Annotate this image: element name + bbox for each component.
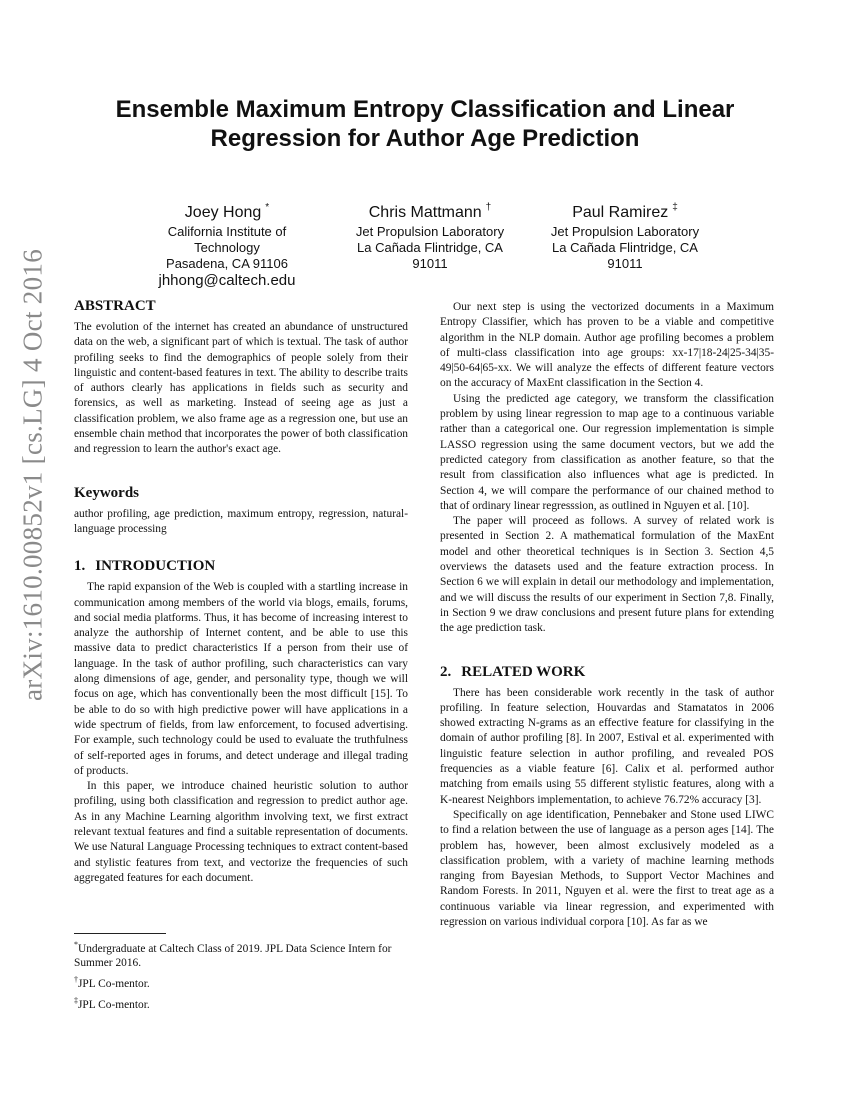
keywords-heading: Keywords (74, 484, 139, 501)
introduction-paragraph: In this paper, we introduce chained heuristic solution to author profiling, using both classification and regression to predict author age. As in any Machine Learning algorithm involving text, we first extract relevant textual features and find a suitable representation of documents. We use Natural Language Processing techniques to extract content-based and stylistic features from text, and vectorize the frequencies of such aggregated features for each document. (74, 780, 408, 884)
footnote-rule (74, 933, 166, 934)
section-title: RELATED WORK (461, 663, 586, 680)
section-title: INTRODUCTION (95, 558, 216, 575)
author-block (520, 198, 730, 272)
section-number: 2. (440, 663, 452, 680)
abstract-text: The evolution of the internet has created an abundance of unstructured data on the web, a significant part of which is textual. The task of author profiling seeks to find the demographics of people solely from their linguistic and content-based features in text. The ability to describe traits of authors clearly has applications in fields such as security and forensics, as well as marketing. Instead of seeing age as just a classification problem, we also frame age as a regression one, but use an ensemble chain method that incorporates the power of both classification and regression to learn the author's exact age. (74, 321, 408, 456)
author-name: Paul Ramirez (572, 204, 669, 221)
introduction-paragraph: The rapid expansion of the Web is coupled with a startling increase in communication among members of the world via blogs, emails, forums, and social media platforms. Thus, it has become of increasing interest to analyze the authorship of Internet content, and be able to use this massive data to predict characteristics If a person from their use of language. In the task of author profiling, such characteristics can vary along dimensions of age, gender, and personality type, though we will focus on age, which has conventionally been the most difficult [15]. To be able to do so with high predictive power will have applications in a wide spectrum of fields, from law enforcement, to focused advertising. For example, such technology could be used to evaluate the truthfulness of self-reported ages in forums, and detect underage and illegal trading of products. (74, 581, 408, 777)
footnote (74, 973, 408, 991)
author-affiliation-line: California Institute of (167, 224, 287, 239)
author-affiliation-line: La Cañada Flintridge, CA (552, 240, 698, 255)
related-work-heading (440, 663, 774, 681)
author-footnote-mark: ‡ (672, 202, 678, 213)
footnote (74, 938, 408, 970)
footnote (74, 994, 408, 1012)
footnote-mark: † (74, 975, 78, 984)
introduction-paragraph: The paper will proceed as follows. A survey of related work is presented in Section 2. A mathematical formulation of the MaxEnt model and other theoretical techniques is in Section 3. Section 4,5 overviews the datasets used and the feature extraction process. In Section 6 we will explain in detail our methodology and implementation, and we will discuss the results of our experiment in Section 7,8. Finally, in Section 9 we draw conclusions and present future plans for extending the age prediction task. (440, 515, 774, 635)
author-affiliation-line: La Cañada Flintridge, CA (357, 240, 503, 255)
author-affiliation-line: Jet Propulsion Laboratory (355, 224, 505, 239)
author-block (325, 198, 535, 272)
footnote-text: JPL Co-mentor. (78, 978, 150, 990)
section-number: 1. (74, 558, 86, 575)
related-work-paragraph: There has been considerable work recently in the task of author profiling. In feature selection, Houvardas and Stamatatos in 2006 showed extracting N-grams as an effective feature for classifying in the domain of author profiling [8]. In 2007, Estival et al. experimented with linguistic feature selection in author profiling, and revealed POS frequencies as a viable feature [6]. Calix et al. performed author matching from emails using 55 different stylistic features, along with a K-nearest Neighbors implementation, to achieve 76.72% accuracy [3]. (440, 686, 774, 806)
related-work-paragraph: Specifically on age identification, Pennebaker and Stone used LIWC to find a relation between the use of language as a person ages [14]. The problem has, however, been almost exclusively modeled as a classification problem, with a variety of machine learning methods ranging from Bayesian Methods, to Support Vector Machines and Random Forests. In 2011, Nguyen et al. were the first to treat age as a continuous variable via linear regression, and experimented with regression on various individual corpora [10]. As far as we (440, 808, 774, 928)
footnote-text: Undergraduate at Caltech Class of 2019. JPL Data Science Intern for Summer 2016. (74, 943, 392, 969)
paper-title: Ensemble Maximum Entropy Classification and Linear Regression for Author Age Prediction (115, 96, 735, 152)
introduction-paragraph: Using the predicted age category, we transform the classification problem by using linear regression to map age to a continuous variable rather than a categorical one. Our regression implementation is simple LASSO regression using the same document vectors, but we add the predicted category from classification as another feature, so that the result from classification also influences what age is predicted. In Section 4, we will compare the performance of our chained method to that of ordinary linear regresssion, as outlined in Nguyen et al. [10]. (440, 392, 774, 512)
author-name: Joey Hong (184, 204, 262, 221)
author-name-line (122, 198, 332, 223)
author-footnote-mark: * (265, 202, 270, 213)
author-name-line (325, 198, 535, 223)
author-affiliation-line: Pasadena, CA 91106 (166, 256, 288, 271)
author-affiliation-line: 91011 (412, 256, 448, 271)
arxiv-identifier-stamp (0, 0, 60, 1100)
arxiv-identifier: arXiv:1610.00852v1 [cs.LG] 4 Oct 2016 (17, 248, 48, 702)
author-block (122, 198, 332, 290)
author-affiliation-line: Technology (194, 240, 260, 255)
keywords-text: author profiling, age prediction, maximum entropy, regression, natural-language processing (74, 507, 408, 535)
introduction-paragraph: Our next step is using the vectorized documents in a Maximum Entropy Classifier, which has proven to be a viable and competitive algorithm in the NLP domain. Author age profiling becomes a problem of multi-class classification into age groups: xx-17|18-24|25-34|35-49|50-64|65-xx. We will analyze the effects of different feature vectors on the accuracy of MaxEnt classification in the Section 4. (440, 301, 774, 390)
introduction-heading (74, 557, 408, 575)
author-affiliation-line: Jet Propulsion Laboratory (550, 224, 700, 239)
left-column (74, 297, 408, 886)
author-name: Chris Mattmann (368, 204, 482, 221)
right-column (440, 300, 774, 930)
footnote-mark: ‡ (74, 996, 78, 1005)
footnote-text: JPL Co-mentor. (78, 999, 150, 1011)
author-footnote-mark: † (485, 202, 492, 213)
author-name-line (520, 198, 730, 223)
abstract-heading: ABSTRACT (74, 298, 156, 314)
footnotes (74, 933, 408, 1015)
author-email[interactable]: jhhong@caltech.edu (158, 272, 296, 289)
footnote-mark: * (74, 940, 78, 949)
author-affiliation-line: 91011 (607, 256, 643, 271)
